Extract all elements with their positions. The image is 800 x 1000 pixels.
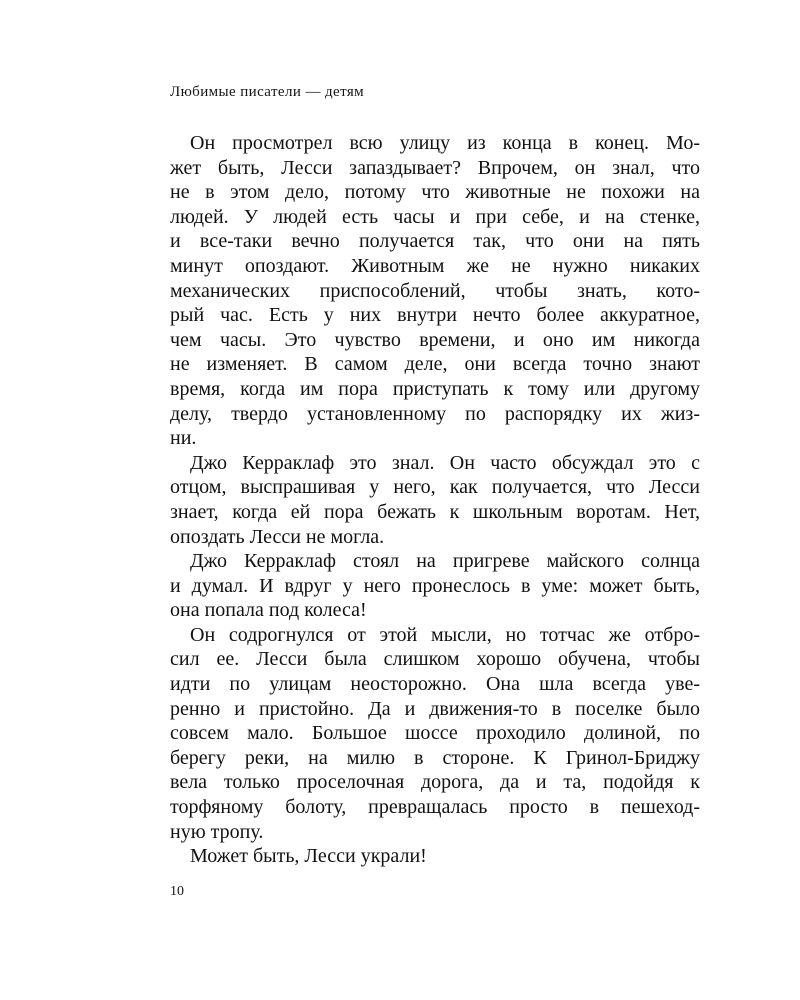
text-line: совсем мало. Большое шоссе проходило долиной, по [170,722,700,745]
text-line: время, когда им пора приступать к тому или другому [170,377,700,400]
text-line: не в этом дело, потому что животные не похожи на [170,181,700,204]
text-line: Он содрогнулся от этой мысли, но тотчас же отбро- [190,623,700,646]
text-line: чем часы. Это чувство времени, и оно им никогда [170,328,700,351]
text-line: людей. У людей есть часы и при себе, и на стенке, [170,205,700,228]
paragraph [170,131,700,451]
text-line: Он просмотрел всю улицу из конца в конец. Мо- [190,132,700,154]
text-line: опоздать Лесси не могла. [170,525,385,548]
text-line: идти по улицам неосторожно. Она шла всегда уве- [170,673,700,696]
paragraph [170,844,700,869]
text-line: рый час. Есть у них внутри нечто более аккуратное, [170,304,700,327]
text-line: берегу реки, на милю в стороне. К Гринол-Бриджу [170,746,700,769]
text-line: делу, твердо установленному по распорядку их жиз- [170,402,700,425]
text-line: знает, когда ей пора бежать к школьным воротам. Нет, [170,500,700,523]
page-number: 10 [170,884,184,899]
paragraph [170,549,700,623]
paragraph [170,451,700,549]
text-line: механических приспособлений, чтобы знать, кото- [170,279,700,302]
text-line: ную тропу. [170,820,264,843]
text-line: ни. [170,427,197,450]
text-line: вела только проселочная дорога, да и та, подойдя к [170,771,700,794]
text-line: минут опоздают. Животным же не нужно никаких [170,254,700,277]
body-text [170,131,700,869]
text-line: торфяному болоту, превращалась просто в пешеход- [170,796,700,819]
text-line: она попала под колеса! [170,599,367,622]
text-line: Может быть, Лесси украли! [190,845,427,868]
text-line: ренно и пристойно. Да и движения-то в поселке было [170,697,700,720]
paragraph [170,623,700,844]
text-line: не изменяет. В самом деле, они всегда точно знают [170,353,700,376]
text-line: и все-таки вечно получается так, что они на пять [170,230,700,253]
running-head: Любимые писатели — детям [170,84,365,100]
text-line: жет быть, Лесси запаздывает? Впрочем, он знал, что [170,156,700,179]
text-line: Джо Керраклаф это знал. Он часто обсуждал это с [190,451,700,474]
text-line: Джо Керраклаф стоял на пригреве майского солнца [190,550,700,573]
text-line: отцом, выспрашивая у него, как получается, что Лесси [170,476,700,499]
text-line: и думал. И вдруг у него пронеслось в уме: может быть, [170,574,700,597]
text-line: сил ее. Лесси была слишком хорошо обучена, чтобы [170,648,700,671]
